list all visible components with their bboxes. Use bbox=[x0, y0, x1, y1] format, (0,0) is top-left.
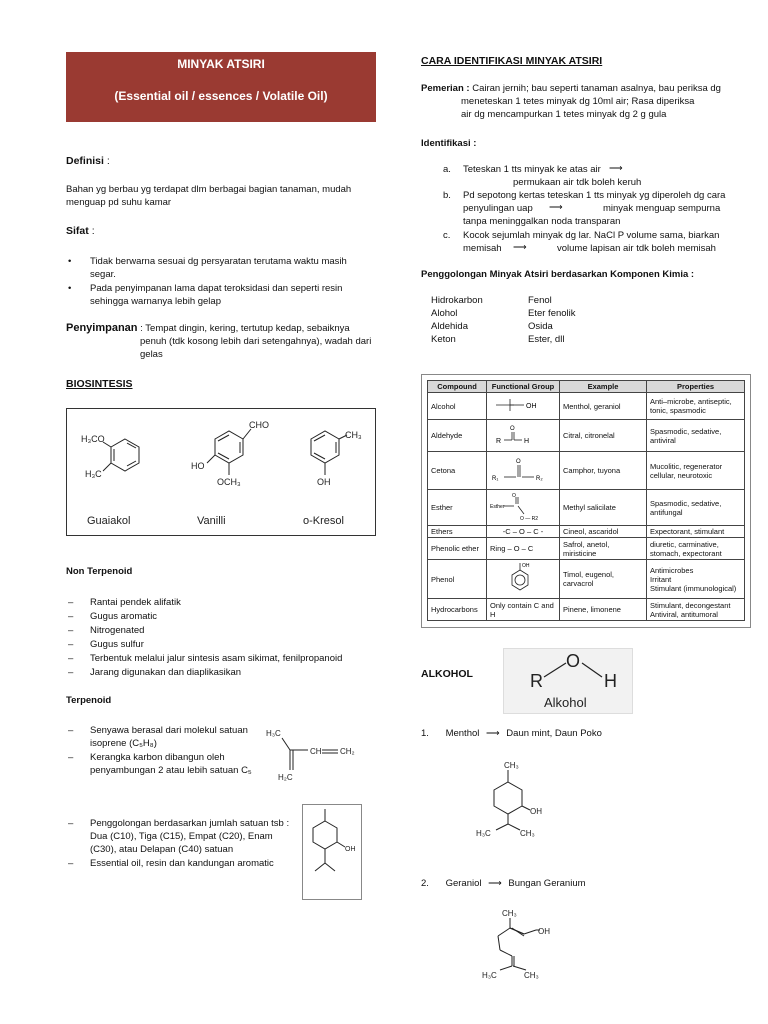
alkohol-caption: Alkohol bbox=[544, 695, 587, 710]
isoprene-structure bbox=[262, 724, 372, 788]
biosintesis-structures bbox=[67, 409, 375, 535]
compound-name-vanilli: Vanilli bbox=[197, 515, 226, 527]
step-c: c. Kocok sejumlah minyak dg lar. NaCl P volume sama, biarkan memisah ⟶ volume lapisan air tdk boleh memisah bbox=[443, 230, 720, 254]
list-item: • Tidak berwarna sesuai dg persyaratan terutama waktu masih segar. bbox=[66, 255, 366, 281]
terpenoid-heading: Terpenoid bbox=[66, 695, 112, 706]
identifikasi-heading: CARA IDENTIFIKASI MINYAK ATSIRI bbox=[421, 55, 603, 67]
sifat-list bbox=[66, 255, 366, 309]
penyimpanan-line: : Tempat dingin, kering, tertutup kedap, sebaiknya bbox=[140, 323, 350, 334]
non-terpenoid-heading: Non Terpenoid bbox=[66, 566, 133, 577]
table-row: Cetona O R₁ R₂ Camphor, tuyona Mucolitic, regenerator cellular, neurotoxic bbox=[428, 452, 745, 490]
page-subtitle: (Essential oil / essences / Volatile Oil) bbox=[114, 89, 328, 103]
terpenoid-list-1 bbox=[66, 724, 266, 778]
geraniol-oh-label: OH bbox=[538, 927, 550, 936]
compound-name-guaiakol: Guaiakol bbox=[87, 515, 131, 527]
svg-text:O: O bbox=[510, 425, 515, 432]
alkohol-figure bbox=[503, 648, 633, 714]
geraniol-item: 2. Geraniol ⟶ Bungan Geranium bbox=[421, 878, 586, 889]
vanillin-cho-label: CHO bbox=[249, 420, 269, 430]
menthol-left-oh-label: OH bbox=[345, 846, 356, 853]
properties-table bbox=[427, 380, 745, 621]
svg-text:R₁: R₁ bbox=[492, 475, 499, 482]
list-item: Keton bbox=[431, 334, 456, 345]
definisi-heading bbox=[66, 154, 110, 168]
list-item: – Jarang digunakan dan diaplikasikan bbox=[66, 666, 376, 679]
list-item: Fenol bbox=[528, 295, 552, 306]
pemerian-block bbox=[421, 82, 741, 121]
penyimpanan-block bbox=[66, 322, 376, 361]
list-item: • Pada penyimpanan lama dapat teroksidasi dan seperti resin sehingga warnanya lebih gelap bbox=[66, 282, 366, 308]
list-item: – Penggolongan berdasarkan jumlah satuan tsb : Dua (C10), Tiga (C15), Empat (C20), Enam (C30), atau Delapan (C40) satuan bbox=[66, 817, 296, 856]
sifat-heading bbox=[66, 224, 95, 238]
list-item: – Nitrogenated bbox=[66, 624, 376, 637]
svg-text:R₂: R₂ bbox=[536, 475, 543, 482]
arrow-icon: ⟶ bbox=[488, 878, 502, 889]
svg-text:O: O bbox=[516, 458, 521, 465]
table-row: Aldehyde O R H Citral, citronelal Spasmodic, sedative, antiviral bbox=[428, 420, 745, 452]
phenol-group-structure bbox=[487, 560, 560, 599]
header-example: Example bbox=[560, 381, 647, 393]
svg-text:R: R bbox=[496, 437, 502, 445]
list-item: Eter fenolik bbox=[528, 308, 576, 319]
list-item: – Senyawa berasal dari molekul satuan isoprene (C₅H₈) bbox=[66, 724, 266, 750]
page-title: MINYAK ATSIRI bbox=[177, 57, 265, 71]
table-row: Hydrocarbons Only contain C and H Pinene, limonene Stimulant, decongestant Antiviral, antitumoral bbox=[428, 599, 745, 621]
pemerian-line: air dg mencampurkan 1 tetes minyak dg 2 g gula bbox=[461, 109, 667, 120]
vanillin-ho-label: HO bbox=[191, 461, 205, 471]
isoprene-ch2-label: CH₂ bbox=[340, 747, 355, 756]
geraniol-ch3b-label: CH₃ bbox=[524, 971, 539, 980]
definisi-colon: : bbox=[106, 155, 110, 167]
list-item: Ester, dll bbox=[528, 334, 565, 345]
definisi-label: Definisi bbox=[66, 155, 104, 167]
penggolongan-col2 bbox=[528, 294, 576, 346]
menthol-ch3-label: CH₃ bbox=[504, 761, 519, 770]
penggolongan-heading: Penggolongan Minyak Atsiri berdasarkan Komponen Kimia : bbox=[421, 269, 695, 280]
arrow-icon: ⟶ bbox=[486, 728, 500, 739]
header-compound: Compound bbox=[428, 381, 487, 393]
step-b: b. Pd sepotong kertas teteskan 1 tts minyak yg diperoleh dg cara penyulingan uap ⟶ minyak menguap sempurna tanpa meninggalkan noda transparan bbox=[443, 190, 726, 227]
geraniol-structure bbox=[476, 908, 586, 984]
penyimpanan-label: Penyimpanan bbox=[66, 322, 138, 334]
alkohol-heading: ALKOHOL bbox=[421, 668, 473, 680]
compound-name-kresol: o-Kresol bbox=[303, 515, 344, 527]
header-properties: Properties bbox=[647, 381, 745, 393]
geraniol-ch3-label: CH₃ bbox=[502, 909, 517, 918]
list-item: – Kerangka karbon dibangun oleh penyambungan 2 atau lebih satuan C₅ bbox=[66, 751, 266, 777]
alkohol-h-label: H bbox=[604, 671, 617, 691]
pemerian-line: meneteskan 1 tetes minyak dg 10ml air; Rasa diperiksa bbox=[461, 96, 695, 107]
sifat-colon: : bbox=[91, 225, 95, 237]
menthol-ch3b-label: CH₃ bbox=[520, 829, 535, 838]
step-a: a. Teteskan 1 tts minyak ke atas air ⟶ permukaan air tdk boleh keruh bbox=[443, 163, 642, 188]
penyimpanan-line: penuh (tdk kosong lebih dari setengahnya), wadah dari bbox=[140, 336, 372, 347]
penggolongan-col1 bbox=[431, 294, 483, 346]
identifikasi-label: Identifikasi : bbox=[421, 138, 477, 149]
list-item: Osida bbox=[528, 321, 553, 332]
arrow-icon: ⟶ bbox=[609, 163, 623, 174]
ester-group-structure bbox=[487, 490, 560, 526]
table-row: Phenolic ether Ring – O – C Safrol, anetol, miristicine diuretic, carminative, stomach, expectorant bbox=[428, 538, 745, 560]
properties-table-frame bbox=[421, 374, 751, 628]
svg-text:O — R2: O — R2 bbox=[520, 515, 539, 522]
list-item: – Essential oil, resin dan kandungan aromatic bbox=[66, 857, 296, 870]
menthol-oh-label: OH bbox=[530, 807, 542, 816]
title-banner bbox=[66, 52, 376, 122]
ketone-group-structure bbox=[487, 452, 560, 490]
table-row: Phenol OH Timol, eugenol, carvacrol Antimicrobes Irritant Stimulant (immunological) bbox=[428, 560, 745, 599]
list-item: Alohol bbox=[431, 308, 458, 319]
table-row: Ethers -C – O – C - Cineol, ascaridol Expectorant, stimulant bbox=[428, 526, 745, 538]
list-item: – Gugus sulfur bbox=[66, 638, 376, 651]
definisi-text bbox=[66, 183, 376, 209]
list-item: Aldehida bbox=[431, 321, 468, 332]
geraniol-h3c-label: H₃C bbox=[482, 971, 497, 980]
kresol-ch3-label: CH₃ bbox=[345, 430, 362, 440]
header-group: Functional Group bbox=[487, 381, 560, 393]
menthol-structure-left bbox=[303, 805, 361, 899]
arrow-icon: ⟶ bbox=[549, 202, 563, 213]
list-item: Hidrokarbon bbox=[431, 295, 483, 306]
alcohol-group-structure bbox=[487, 393, 560, 420]
biosintesis-figure bbox=[66, 408, 376, 536]
guaiakol-h3co-label: H₃CO bbox=[81, 434, 105, 444]
isoprene-h3c-label: H₃C bbox=[266, 729, 281, 738]
isoprene-ch-label: CH bbox=[310, 747, 322, 756]
guaiakol-h3c-label: H₃C bbox=[85, 469, 102, 479]
svg-text:O: O bbox=[512, 492, 516, 499]
list-item: – Rantai pendek alifatik bbox=[66, 596, 376, 609]
table-row: Alcohol OH Menthol, geraniol Anti–microbe, antiseptic, tonic, spasmodic bbox=[428, 393, 745, 420]
biosintesis-heading: BIOSINTESIS bbox=[66, 378, 133, 390]
isoprene-h2c-label: H₂C bbox=[278, 773, 293, 782]
definisi-line: menguap pd suhu kamar bbox=[66, 197, 172, 208]
list-item: – Terbentuk melalui jalur sintesis asam sikimat, fenilpropanoid bbox=[66, 652, 376, 665]
menthol-structure bbox=[466, 760, 556, 840]
vanillin-och3-label: OCH₃ bbox=[217, 477, 241, 487]
terpenoid-list-2 bbox=[66, 817, 296, 871]
definisi-line: Bahan yg berbau yg terdapat dlm berbagai bagian tanaman, mudah bbox=[66, 184, 352, 195]
pemerian-label: Pemerian : bbox=[421, 83, 470, 94]
menthol-h3c-label: H₃C bbox=[476, 829, 491, 838]
arrow-icon: ⟶ bbox=[513, 242, 527, 253]
non-terpenoid-list bbox=[66, 596, 376, 680]
alkohol-o-label: O bbox=[566, 651, 581, 671]
identifikasi-steps bbox=[421, 163, 751, 257]
alkohol-r-label: R bbox=[530, 671, 543, 691]
menthol-figure-left bbox=[302, 804, 362, 900]
aldehyde-group-structure bbox=[487, 420, 560, 452]
svg-text:H: H bbox=[524, 437, 530, 445]
list-item: – Gugus aromatic bbox=[66, 610, 376, 623]
penyimpanan-line: gelas bbox=[140, 349, 163, 360]
svg-text:OH: OH bbox=[522, 563, 530, 569]
alkohol-structure bbox=[504, 649, 632, 713]
sifat-label: Sifat bbox=[66, 225, 89, 237]
pemerian-line: Cairan jernih; bau seperti tanaman asalnya, bau periksa dg bbox=[472, 83, 721, 94]
svg-text:Esther: Esther bbox=[490, 503, 505, 510]
kresol-oh-label: OH bbox=[317, 477, 331, 487]
table-header-row bbox=[428, 381, 745, 393]
table-row: Esther O Esther O — R2 Methyl salicilate Spasmodic, sedative, antifungal bbox=[428, 490, 745, 526]
svg-text:OH: OH bbox=[526, 403, 537, 410]
menthol-item: 1. Menthol ⟶ Daun mint, Daun Poko bbox=[421, 728, 602, 739]
